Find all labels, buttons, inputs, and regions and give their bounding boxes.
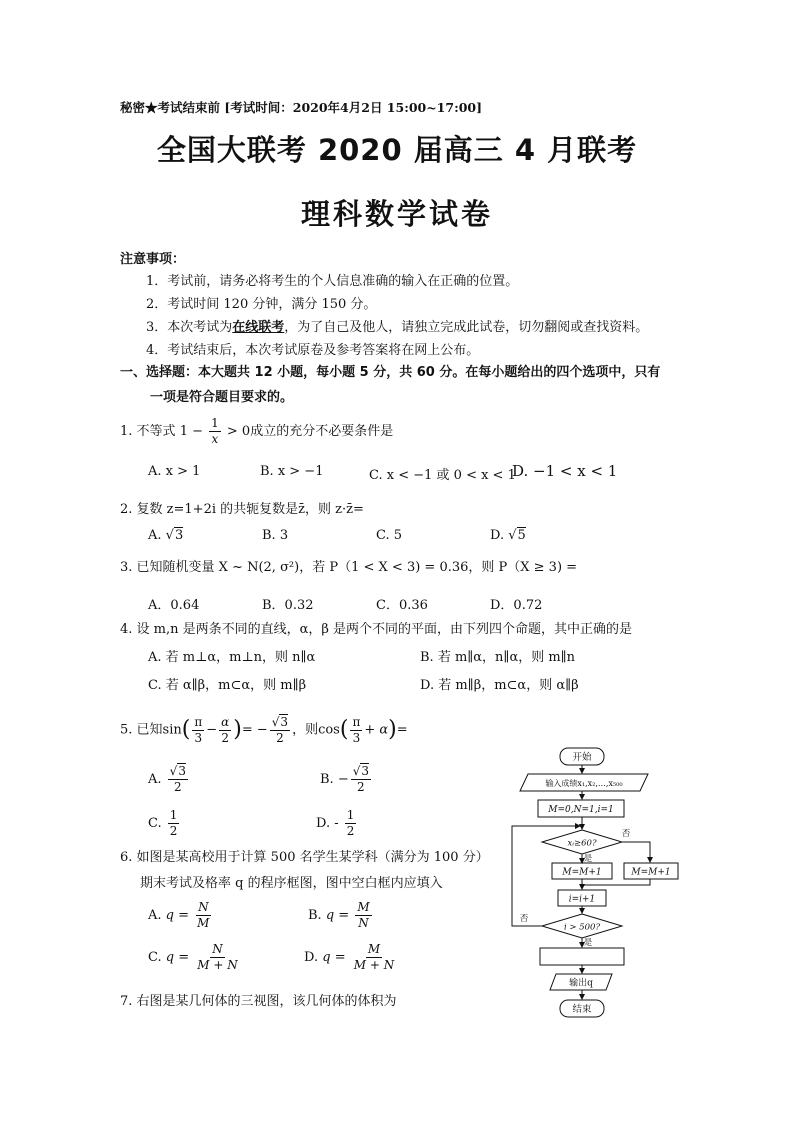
flow-cond2-yes: 是 xyxy=(583,938,593,948)
q5-option-c: C. $\frac{1}{2}$ xyxy=(148,808,178,838)
q5-frac-pi3: $\frac{\pi}{3}$ xyxy=(194,714,203,745)
q1-suffix: 成立的充分不必要条件是 xyxy=(250,424,394,439)
notice-item-3-prefix: 3．本次考试为 xyxy=(146,320,233,335)
notice-item-3-suffix: ，为了自己及他人，请独立完成此试卷，切勿翻阅或查找资料。 xyxy=(284,320,649,335)
q6-option-d: D. q = $\frac{M}{M + N}$ xyxy=(304,942,395,972)
flow-start-label: 开始 xyxy=(572,752,592,763)
q6-stem-line2: 期末考试及格率 q 的程序框图，图中空白框内应填入 xyxy=(140,876,443,891)
q1-frac-den: x xyxy=(211,432,219,446)
q6-option-b: B. q = $\frac{M}{N}$ xyxy=(308,900,370,930)
q3-stem: 3. 已知随机变量 X ~ N(2, σ²)，若 P（1 < X < 3) = 0.36，则 P（X ≥ 3) = xyxy=(120,560,578,575)
q5-equals: = − xyxy=(241,722,268,738)
flow-cond1-no: 否 xyxy=(621,829,631,839)
q4-option-b: B. 若 m∥α，n∥α，则 m∥n xyxy=(420,650,576,665)
flow-blank-box xyxy=(540,948,624,965)
q1-option-d: D. −1 < x < 1 xyxy=(512,462,618,480)
notice-heading: 注意事项： xyxy=(120,252,186,267)
q2-option-a-value: 3 xyxy=(174,528,184,543)
flow-cond2-label: i > 500? xyxy=(563,922,601,933)
flow-cond2-no: 否 xyxy=(519,914,529,924)
q2-option-a-label: A. xyxy=(148,528,162,543)
q5-frac-alpha2: $\frac{\alpha}{2}$ xyxy=(221,714,230,745)
q1-frac-num: 1 xyxy=(211,416,219,430)
q2-stem: 2. 复数 z=1+2i 的共轭复数是z̄，则 z·z̄= xyxy=(120,502,364,517)
flow-m-inc-label: M=M+1 xyxy=(562,867,602,878)
q1-stem xyxy=(120,412,393,452)
q1-option-a: A. x > 1 xyxy=(148,464,201,479)
q7-stem: 7. 右图是某几何体的三视图，该几何体的体积为 xyxy=(120,994,397,1009)
notice-item-3-underlined: 在线联考 xyxy=(232,320,285,335)
q5-frac-root3-2: $\frac{√3}{2}$ xyxy=(271,714,289,745)
q5-option-a: A. $\frac{√3}{2}$ xyxy=(148,764,186,794)
q5-sin: sin xyxy=(162,722,182,738)
q5-plus-alpha: + α xyxy=(364,722,389,738)
q2-option-d-label: D. xyxy=(490,528,505,543)
q6-option-a: A. q = $\frac{N}{M}$ xyxy=(148,900,210,930)
flow-input-label: 输入成绩x₁,x₂,…,x₅₀₀ xyxy=(545,779,623,788)
notice-item-2: 2．考试时间 120 分钟，满分 150 分。 xyxy=(146,297,377,312)
q2-option-d: D. √5 xyxy=(490,528,526,543)
q3-option-c: C．0.36 xyxy=(376,598,428,613)
section-heading-line1: 一、选择题：本大题共 12 小题，每小题 5 分，共 60 分。在每小题给出的四个选项中，只有 xyxy=(120,365,661,380)
notice-item-3 xyxy=(146,316,648,335)
q5-mid: ，则 xyxy=(292,722,319,738)
exam-secret-note: 秘密★考试结束前 [考试时间：2020年4月2日 15:00~17:00] xyxy=(120,100,483,115)
q4-option-a: A. 若 m⊥α，m⊥n，则 n∥α xyxy=(148,650,316,665)
q1-fraction xyxy=(209,416,221,447)
section-heading-line2: 一项是符合题目要求的。 xyxy=(150,390,294,405)
flow-i-inc-label: i=i+1 xyxy=(568,894,596,905)
exam-title: 全国大联考 2020 届高三 4 月联考 xyxy=(156,133,638,167)
q1-expr-left: 1 − xyxy=(179,424,203,439)
q6-stem-line1: 6. 如图是某高校用于计算 500 名学生某学科（满分为 100 分） xyxy=(120,850,489,865)
q2-option-d-value: 5 xyxy=(517,528,526,543)
q4-option-d: D. 若 m∥β，m⊂α，则 α∥β xyxy=(420,678,579,693)
notice-item-1: 1．考试前，请务必将考生的个人信息准确的输入在正确的位置。 xyxy=(146,274,519,289)
q5-prefix: 5. 已知 xyxy=(120,722,163,738)
q4-stem: 4. 设 m,n 是两条不同的直线，α，β 是两个不同的平面，由下列四个命题，其中正确的是 xyxy=(120,622,633,637)
q3-option-a: A．0.64 xyxy=(148,598,200,613)
q2-option-b: B. 3 xyxy=(262,528,289,543)
flow-init-label: M=0,N=1,i=1 xyxy=(548,805,614,815)
flow-end-label: 结束 xyxy=(572,1004,592,1015)
flow-output-label: 输出q xyxy=(569,978,593,989)
flow-right-inc-label: M=M+1 xyxy=(631,867,671,878)
q6-option-c: C. q = $\frac{N}{M + N}$ xyxy=(148,942,238,972)
flow-cond1-label: xᵢ≥60? xyxy=(567,838,597,849)
q5-stem: 5. 已知sin( $\frac{\pi}{3}$ − $\frac{\alpha}{2}$ )= − $\frac{√3}{2}$ ，则cos( $\frac{\pi}{3}$ + α)= xyxy=(120,714,408,745)
q5-option-d: D. - $\frac{1}{2}$ xyxy=(316,808,355,838)
q3-option-b: B．0.32 xyxy=(262,598,314,613)
q5-minus: − xyxy=(206,722,218,738)
q5-frac-pi3-b: $\frac{\pi}{3}$ xyxy=(352,714,361,745)
q5-option-b: B. − $\frac{√3}{2}$ xyxy=(320,764,370,794)
flow-cond1-yes: 是 xyxy=(583,854,593,864)
q2-option-a: A. √3 xyxy=(148,528,184,543)
program-flowchart xyxy=(500,740,700,1025)
notice-item-4: 4．考试结束后，本次考试原卷及参考答案将在网上公布。 xyxy=(146,343,480,358)
exam-subtitle: 理科数学试卷 xyxy=(300,197,493,231)
q4-option-c: C. 若 α∥β，m⊂α，则 m∥β xyxy=(148,678,307,693)
q1-prefix: 1. 不等式 xyxy=(120,424,176,439)
q3-option-d: D．0.72 xyxy=(490,598,543,613)
q5-tail: = xyxy=(396,722,408,738)
q1-option-c: C. x < −1 或 0 < x < 1 xyxy=(369,468,516,483)
q1-expr-right: > 0 xyxy=(226,424,251,439)
q1-option-b: B. x > −1 xyxy=(260,464,324,479)
q2-option-c: C. 5 xyxy=(376,528,403,543)
q5-cos: cos xyxy=(318,722,340,738)
